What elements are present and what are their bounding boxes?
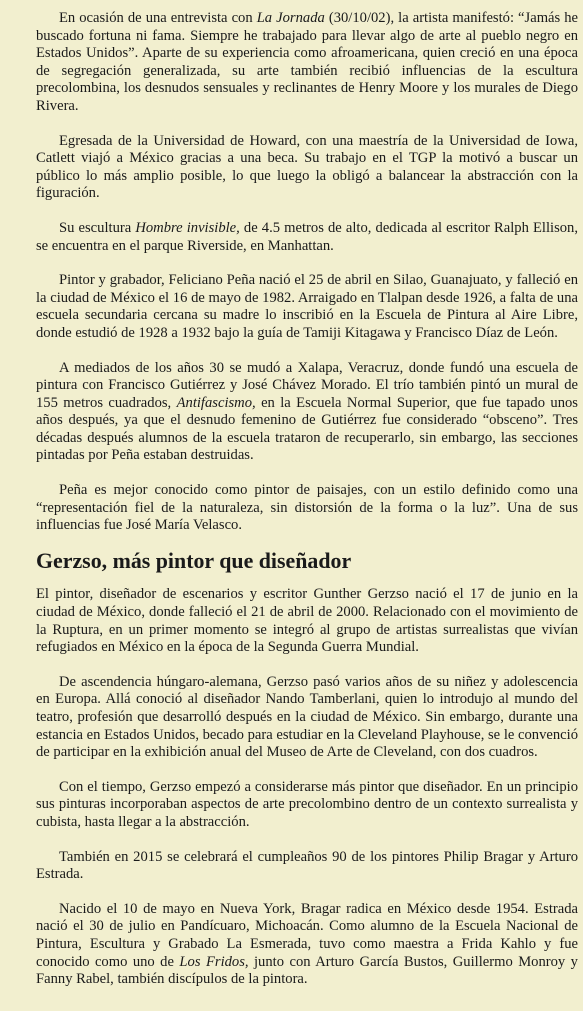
paragraph (36, 779, 578, 832)
paragraph (36, 674, 578, 762)
paragraph (36, 272, 578, 342)
paragraph (36, 133, 578, 203)
paragraph-text: en la Escuela Normal Superior, que fue tapado unos años después, ya que el desnudo femenino de Gutiérrez fue considerado “obsceno”. Tres décadas después alumnos de la escuela trataron de recuperarlo, sin embargo, las secciones pintadas por Peña estaban destruidas. (36, 394, 578, 464)
paragraph-text: Peña es mejor conocido como pintor de paisajes, con un estilo definido como una “representación fiel de la naturaleza, sin distorsión de la forma o la luz”. Una de sus influencias fue José María Velasco. (36, 482, 578, 534)
paragraph-text: de 4.5 metros de alto, dedicada al escritor Ralph Ellison, se encuentra en el parque Riverside, en Manhattan. (36, 219, 578, 254)
paragraph-text: A mediados de los años 30 se mudó a Xalapa, Veracruz, donde fundó una escuela de pintura con Francisco Gutiérrez y José Chávez Morado. El trío también pintó un mural de 155 metros cuadrados, (36, 359, 578, 411)
paragraph (36, 586, 578, 656)
paragraph-text: Pintor y grabador, Feliciano Peña nació el 25 de abril en Silao, Guanajuato, y falleció en la ciudad de México el 16 de mayo de 1982. Arraigado en Tlalpan desde 1926, a falta de una escuela secundaria cercana su madre lo inscribió en la Escuela de Pintura al Aire Libre, donde estudió de 1928 a 1932 bajo la guía de Tamiji Kitagawa y Francisco Díaz de León. (36, 272, 578, 341)
section-heading (36, 547, 578, 573)
paragraph (36, 482, 578, 535)
paragraph-text: También en 2015 se celebrará el cumpleaños 90 de los pintores Philip Bragar y Arturo Estrada. (36, 848, 578, 883)
paragraph (36, 220, 578, 255)
section-heading-text: Gerzso, más pintor que diseñador (36, 547, 352, 573)
paragraph-text: Nacido el 10 de mayo en Nueva York, Bragar radica en México desde 1954. Estrada nació el 30 de julio en Pandícuaro, Michoacán. Como alumno de la Escuela Nacional de Pintura, Escultura y Grabado La Esmerada, tuvo como maestra a Frida Kahlo y fue conocido como uno de (36, 900, 578, 970)
paragraph-text: junto con Arturo García Bustos, Guillermo Monroy y Fanny Rabel, también discípulos de la pintora. (36, 953, 578, 988)
paragraph-text: (30/10/02), la artista manifestó: “Jamás he buscado fortuna ni fama. Siempre he trabajado para llevar algo de arte al pueblo negro en Estados Unidos”. Aparte de su experiencia como afroamericana, quien creció en una época de segregación generalizada, su arte también recibió influencias de la escultura precolombina, los desnudos sensuales y reclinantes de Henry Moore y los murales de Diego Rivera. (36, 10, 579, 114)
artwork-title: Antifascismo, (176, 394, 256, 411)
newspaper-title: La Jornada (256, 10, 325, 26)
paragraph-text: De ascendencia húngaro-alemana, Gerzso pasó varios años de su niñez y adolescencia en Europa. Allá conoció al diseñador Nando Tamberlani, quien lo introdujo al mundo del teatro, profesión que desarrolló después en la ciudad de México. Sin embargo, durante una estancia en Estados Unidos, becado para estudiar en la Cleveland Playhouse, se le convenció de participar en la exhibición anual del Museo de Arte de Cleveland, con dos cuadros. (36, 673, 578, 761)
artwork-title: Hombre invisible, (135, 219, 240, 236)
paragraph-text: En ocasión de una entrevista con (59, 10, 257, 26)
paragraph-text: Su escultura (59, 219, 136, 236)
paragraph-text: El pintor, diseñador de escenarios y escritor Gunther Gerzso nació el 17 de junio en la ciudad de México, donde falleció el 21 de abril de 2000. Relacionado con el movimiento de la Ruptura, en un primer momento se integró al grupo de artistas surrealistas que vivían refugiados en México en la época de la Segunda Guerra Mundial. (36, 586, 578, 656)
group-name: Los Fridos, (179, 953, 249, 970)
paragraph (36, 10, 578, 116)
paragraph (36, 849, 578, 884)
paragraph (36, 901, 578, 989)
paragraph-text: Egresada de la Universidad de Howard, con una maestría de la Universidad de Iowa, Catlett viajó a México gracias a una beca. Su trabajo en el TGP la motivó a buscar un público lo más amplio posible, lo que luego la obligó a balancear la abstracción con la figuración. (36, 132, 578, 202)
paragraph-text: Con el tiempo, Gerzso empezó a considerarse más pintor que diseñador. En un principio sus pinturas incorporaban aspectos de arte precolombino dentro de un contexto surrealista y cubista, hasta llegar a la abstracción. (36, 778, 578, 830)
paragraph (36, 360, 578, 466)
